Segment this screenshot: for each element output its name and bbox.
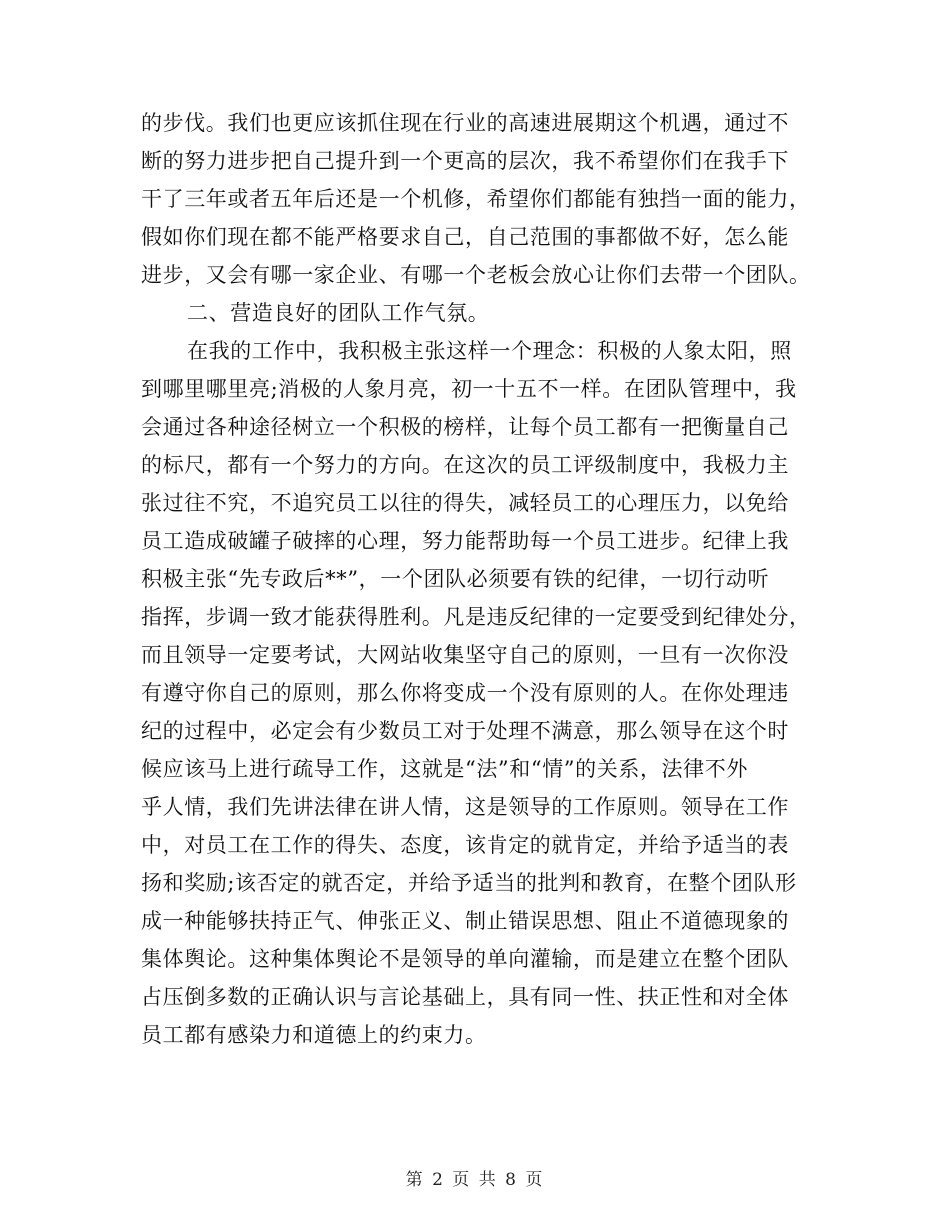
text-line: 中，对员工在工作的得失、态度，该肯定的就肯定，并给予适当的表	[141, 833, 789, 857]
text-line: 会通过各种途径树立一个积极的榜样，让每个员工都有一把衡量自己	[141, 415, 789, 439]
text-line: 员工造成破罐子破摔的心理，努力能帮助每一个员工进步。纪律上我	[141, 529, 789, 553]
text-line: 乎人情，我们先讲法律在讲人情，这是领导的工作原则。领导在工作	[141, 795, 789, 819]
page-number: 第 2 页 共 8 页	[405, 1170, 545, 1190]
text-line: 而且领导一定要考试，大网站收集坚守自己的原则，一旦有一次你没	[141, 643, 789, 667]
text-line: 进步，又会有哪一家企业、有哪一个老板会放心让你们去带一个团队。	[141, 263, 811, 287]
text-line: 成一种能够扶持正气、伸张正义、制止错误思想、阻止不道德现象的	[141, 909, 789, 933]
text-line: 假如你们现在都不能严格要求自己，自己范围的事都做不好，怎么能	[141, 225, 789, 249]
text-line: 到哪里哪里亮;消极的人象月亮，初一十五不一样。在团队管理中，我	[141, 377, 797, 401]
text-line: 员工都有感染力和道德上的约束力。	[141, 1023, 487, 1047]
text-line: 在我的工作中，我积极主张这样一个理念：积极的人象太阳，照	[187, 339, 792, 363]
text-line: 扬和奖励;该否定的就否定，并给予适当的批判和教育，在整个团队形	[141, 871, 797, 895]
text-line: 干了三年或者五年后还是一个机修，希望你们都能有独挡一面的能力，	[141, 187, 811, 211]
text-line: 张过往不究，不追究员工以往的得失，减轻员工的心理压力，以免给	[141, 491, 789, 515]
section-heading: 二、营造良好的团队工作气氛。	[187, 301, 490, 325]
text-line: 的标尺，都有一个努力的方向。在这次的员工评级制度中，我极力主	[141, 453, 789, 477]
text-line: 占压倒多数的正确认识与言论基础上，具有同一性、扶正性和对全体	[141, 985, 789, 1009]
text-line: 纪的过程中，必定会有少数员工对于处理不满意，那么领导在这个时	[141, 719, 789, 743]
text-line: 有遵守你自己的原则，那么你将变成一个没有原则的人。在你处理违	[141, 681, 789, 705]
text-line: 断的努力进步把自己提升到一个更高的层次，我不希望你们在我手下	[141, 149, 789, 173]
text-line: 候应该马上进行疏导工作，这就是“法”和“情”的关系，法律不外	[141, 757, 748, 781]
text-line: 的步伐。我们也更应该抓住现在行业的高速进展期这个机遇，通过不	[141, 111, 789, 135]
text-line: 指挥，步调一致才能获得胜利。凡是违反纪律的一定要受到纪律处分，	[141, 605, 811, 629]
text-line: 集体舆论。这种集体舆论不是领导的单向灌输，而是建立在整个团队	[141, 947, 789, 971]
text-line: 积极主张“先专政后**”，一个团队必须要有铁的纪律，一切行动听	[141, 567, 770, 591]
